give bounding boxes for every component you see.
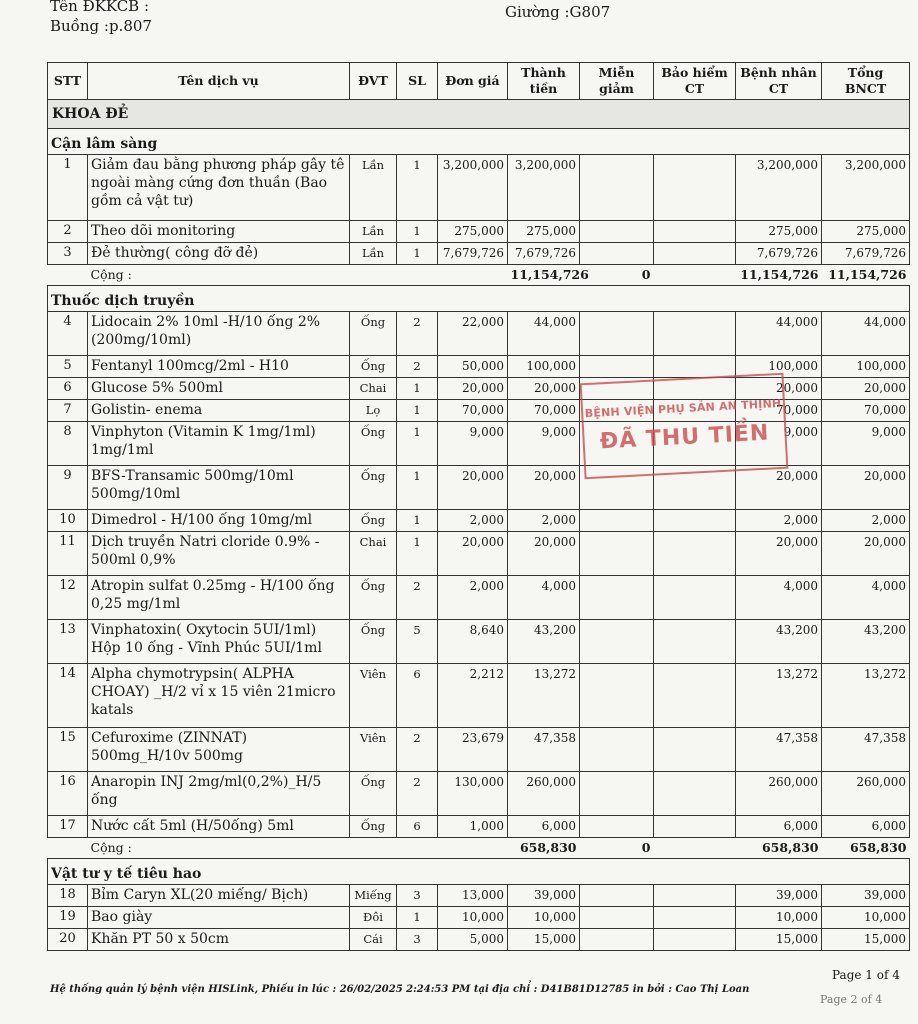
row-service-name: Cefuroxime (ZINNAT) 500mg_H/10v 500mg (88, 728, 350, 772)
row-service-name: Dịch truyền Natri cloride 0.9% - 500ml 0,9% (88, 532, 350, 576)
subtotal-discount: 0 (580, 265, 654, 286)
column-header: Bảo hiểm CT (654, 63, 736, 100)
row-insurance (654, 929, 736, 951)
row-discount (580, 664, 654, 728)
row-stt: 18 (48, 885, 88, 907)
row-stt: 19 (48, 907, 88, 929)
table-row (48, 885, 910, 907)
row-quantity: 1 (397, 466, 438, 510)
row-total: 3,200,000 (822, 155, 910, 221)
row-insurance (654, 907, 736, 929)
row-amount: 100,000 (508, 356, 580, 378)
row-stt: 11 (48, 532, 88, 576)
table-row (48, 221, 910, 243)
row-unit-price: 20,000 (438, 532, 508, 576)
row-unit-price: 22,000 (438, 312, 508, 356)
stamp-paid-text: ĐÃ THU TIỀN (599, 420, 770, 455)
group-row (48, 129, 910, 155)
row-unit-price: 2,212 (438, 664, 508, 728)
row-patient-amount: 3,200,000 (736, 155, 822, 221)
row-quantity: 1 (397, 221, 438, 243)
row-insurance (654, 532, 736, 576)
row-unit-price: 9,000 (438, 422, 508, 466)
row-patient-amount: 39,000 (736, 885, 822, 907)
row-unit-price: 10,000 (438, 907, 508, 929)
row-discount (580, 728, 654, 772)
bill-header (50, 0, 611, 36)
row-stt: 4 (48, 312, 88, 356)
row-insurance (654, 243, 736, 265)
table-row (48, 510, 910, 532)
row-unit-price: 7,679,726 (438, 243, 508, 265)
page-number: Page 1 of 4 (832, 968, 900, 982)
row-quantity: 2 (397, 772, 438, 816)
row-insurance (654, 885, 736, 907)
table-row (48, 816, 910, 838)
row-total: 44,000 (822, 312, 910, 356)
group-row (48, 286, 910, 312)
subtotal-insurance (654, 838, 736, 859)
row-amount: 6,000 (508, 816, 580, 838)
row-stt: 20 (48, 929, 88, 951)
row-patient-amount: 13,272 (736, 664, 822, 728)
row-service-name: Alpha chymotrypsin( ALPHA CHOAY) _H/2 vỉ x 15 viên 21micro katals (88, 664, 350, 728)
row-unit: Cái (350, 929, 397, 951)
row-amount: 39,000 (508, 885, 580, 907)
subtotal-row (48, 265, 910, 286)
subtotal-amount: 11,154,726 (508, 265, 580, 286)
row-quantity: 1 (397, 510, 438, 532)
row-stt: 14 (48, 664, 88, 728)
row-unit-price: 2,000 (438, 510, 508, 532)
row-service-name: Golistin- enema (88, 400, 350, 422)
row-patient-amount: 275,000 (736, 221, 822, 243)
row-unit-price: 20,000 (438, 378, 508, 400)
row-discount (580, 532, 654, 576)
row-stt: 10 (48, 510, 88, 532)
row-amount: 10,000 (508, 907, 580, 929)
row-stt: 3 (48, 243, 88, 265)
row-stt: 15 (48, 728, 88, 772)
column-header: Bệnh nhân CT (736, 63, 822, 100)
row-unit-price: 70,000 (438, 400, 508, 422)
department-row (48, 100, 910, 129)
subtotal-patient: 11,154,726 (736, 265, 822, 286)
row-amount: 7,679,726 (508, 243, 580, 265)
row-unit: Ống (350, 772, 397, 816)
row-amount: 13,272 (508, 664, 580, 728)
row-unit: Ống (350, 422, 397, 466)
row-service-name: Vinphatoxin( Oxytocin 5UI/1ml) Hộp 10 ống - Vĩnh Phúc 5UI/1ml (88, 620, 350, 664)
row-total: 10,000 (822, 907, 910, 929)
table-row (48, 907, 910, 929)
row-quantity: 1 (397, 532, 438, 576)
column-header: Thành tiền (508, 63, 580, 100)
row-service-name: Đẻ thường( công đỡ đẻ) (88, 243, 350, 265)
row-amount: 43,200 (508, 620, 580, 664)
subtotal-spacer (48, 838, 88, 859)
row-total: 70,000 (822, 400, 910, 422)
row-quantity: 2 (397, 728, 438, 772)
row-patient-amount: 4,000 (736, 576, 822, 620)
row-quantity: 6 (397, 816, 438, 838)
row-quantity: 5 (397, 620, 438, 664)
row-patient-amount: 43,200 (736, 620, 822, 664)
row-service-name: Atropin sulfat 0.25mg - H/100 ống 0,25 mg/1ml (88, 576, 350, 620)
row-amount: 70,000 (508, 400, 580, 422)
row-patient-amount: 20,000 (736, 378, 822, 400)
row-unit: Ống (350, 466, 397, 510)
column-header: SL (397, 63, 438, 100)
row-unit-price: 13,000 (438, 885, 508, 907)
row-amount: 20,000 (508, 378, 580, 400)
row-discount (580, 312, 654, 356)
row-insurance (654, 155, 736, 221)
row-unit: Ống (350, 576, 397, 620)
row-stt: 8 (48, 422, 88, 466)
row-stt: 12 (48, 576, 88, 620)
row-service-name: BFS-Transamic 500mg/10ml 500mg/10ml (88, 466, 350, 510)
row-unit-price: 3,200,000 (438, 155, 508, 221)
row-insurance (654, 312, 736, 356)
group-title: Vật tư y tế tiêu hao (48, 859, 910, 885)
row-insurance (654, 221, 736, 243)
column-header: Miễn giảm (580, 63, 654, 100)
row-unit: Ống (350, 312, 397, 356)
row-insurance (654, 356, 736, 378)
row-patient-amount: 2,000 (736, 510, 822, 532)
row-unit-price: 130,000 (438, 772, 508, 816)
row-discount (580, 620, 654, 664)
row-unit: Lần (350, 155, 397, 221)
row-amount: 275,000 (508, 221, 580, 243)
row-insurance (654, 816, 736, 838)
subtotal-insurance (654, 265, 736, 286)
row-discount (580, 907, 654, 929)
paid-stamp (580, 373, 789, 480)
row-unit-price: 1,000 (438, 816, 508, 838)
row-unit: Viên (350, 664, 397, 728)
row-unit-price: 5,000 (438, 929, 508, 951)
group-title: Thuốc dịch truyền (48, 286, 910, 312)
row-unit: Lọ (350, 400, 397, 422)
column-header: STT (48, 63, 88, 100)
department-name: KHOA ĐẺ (48, 100, 910, 129)
table-row (48, 243, 910, 265)
row-patient-amount: 20,000 (736, 466, 822, 510)
row-service-name: Khăn PT 50 x 50cm (88, 929, 350, 951)
table-row (48, 772, 910, 816)
subtotal-label: Cộng : (88, 838, 508, 859)
row-stt: 9 (48, 466, 88, 510)
row-unit: Viên (350, 728, 397, 772)
row-unit-price: 8,640 (438, 620, 508, 664)
row-discount (580, 816, 654, 838)
row-stt: 16 (48, 772, 88, 816)
row-amount: 3,200,000 (508, 155, 580, 221)
row-unit-price: 275,000 (438, 221, 508, 243)
row-unit: Đôi (350, 907, 397, 929)
row-insurance (654, 620, 736, 664)
row-total: 20,000 (822, 532, 910, 576)
row-service-name: Nước cất 5ml (H/50ống) 5ml (88, 816, 350, 838)
row-insurance (654, 576, 736, 620)
row-patient-amount: 47,358 (736, 728, 822, 772)
row-total: 2,000 (822, 510, 910, 532)
row-stt: 1 (48, 155, 88, 221)
row-patient-amount: 15,000 (736, 929, 822, 951)
subtotal-label: Cộng : (88, 265, 508, 286)
row-quantity: 1 (397, 155, 438, 221)
row-unit: Chai (350, 532, 397, 576)
row-quantity: 2 (397, 576, 438, 620)
table-row (48, 532, 910, 576)
row-unit: Lần (350, 243, 397, 265)
table-row (48, 664, 910, 728)
row-patient-amount: 10,000 (736, 907, 822, 929)
row-discount (580, 772, 654, 816)
row-total: 6,000 (822, 816, 910, 838)
row-patient-amount: 20,000 (736, 532, 822, 576)
row-service-name: Giảm đau bằng phương pháp gây tê ngoài màng cứng đơn thuần (Bao gồm cả vật tư) (88, 155, 350, 221)
row-service-name: Theo dõi monitoring (88, 221, 350, 243)
row-stt: 7 (48, 400, 88, 422)
row-amount: 20,000 (508, 466, 580, 510)
subtotal-total: 11,154,726 (822, 265, 910, 286)
row-insurance (654, 772, 736, 816)
row-quantity: 2 (397, 312, 438, 356)
row-amount: 2,000 (508, 510, 580, 532)
row-unit-price: 23,679 (438, 728, 508, 772)
row-unit: Ống (350, 816, 397, 838)
row-insurance (654, 728, 736, 772)
row-patient-amount: 7,679,726 (736, 243, 822, 265)
row-amount: 15,000 (508, 929, 580, 951)
subtotal-discount: 0 (580, 838, 654, 859)
row-discount (580, 576, 654, 620)
row-unit: Chai (350, 378, 397, 400)
row-discount (580, 221, 654, 243)
row-discount (580, 885, 654, 907)
row-stt: 2 (48, 221, 88, 243)
row-discount (580, 356, 654, 378)
row-service-name: Lidocain 2% 10ml -H/10 ống 2% (200mg/10ml) (88, 312, 350, 356)
row-total: 260,000 (822, 772, 910, 816)
row-total: 39,000 (822, 885, 910, 907)
row-service-name: Dimedrol - H/100 ống 10mg/ml (88, 510, 350, 532)
row-patient-amount: 260,000 (736, 772, 822, 816)
row-stt: 5 (48, 356, 88, 378)
subtotal-total: 658,830 (822, 838, 910, 859)
row-insurance (654, 664, 736, 728)
print-footer: Hệ thống quản lý bệnh viện HISLink, Phiếu in lúc : 26/02/2025 2:24:53 PM tại địa chỉ : D41B81D12785 in bởi : Cao Thị Loan (50, 984, 750, 995)
row-unit: Lần (350, 221, 397, 243)
row-patient-amount: 44,000 (736, 312, 822, 356)
subtotal-row (48, 838, 910, 859)
subtotal-amount: 658,830 (508, 838, 580, 859)
row-service-name: Glucose 5% 500ml (88, 378, 350, 400)
row-quantity: 2 (397, 356, 438, 378)
row-service-name: Bao giày (88, 907, 350, 929)
table-header-row (48, 63, 910, 100)
row-total: 47,358 (822, 728, 910, 772)
row-quantity: 1 (397, 243, 438, 265)
row-total: 15,000 (822, 929, 910, 951)
row-total: 43,200 (822, 620, 910, 664)
row-quantity: 3 (397, 929, 438, 951)
row-patient-amount: 9,000 (736, 422, 822, 466)
row-total: 275,000 (822, 221, 910, 243)
row-amount: 47,358 (508, 728, 580, 772)
row-discount (580, 155, 654, 221)
row-patient-amount: 6,000 (736, 816, 822, 838)
row-unit: Ống (350, 510, 397, 532)
row-total: 100,000 (822, 356, 910, 378)
column-header: Tổng BNCT (822, 63, 910, 100)
group-row (48, 859, 910, 885)
group-title: Cận lâm sàng (48, 129, 910, 155)
row-service-name: Fentanyl 100mcg/2ml - H10 (88, 356, 350, 378)
table-row (48, 620, 910, 664)
table-row (48, 466, 910, 510)
row-amount: 44,000 (508, 312, 580, 356)
table-row (48, 155, 910, 221)
table-row (48, 312, 910, 356)
row-unit-price: 50,000 (438, 356, 508, 378)
row-patient-amount: 100,000 (736, 356, 822, 378)
row-total: 20,000 (822, 466, 910, 510)
row-insurance (654, 510, 736, 532)
row-quantity: 3 (397, 885, 438, 907)
room-label: Buồng :p.807 (50, 17, 152, 35)
bill-table (47, 62, 910, 951)
row-total: 13,272 (822, 664, 910, 728)
subtotal-spacer (48, 265, 88, 286)
row-patient-amount: 70,000 (736, 400, 822, 422)
row-unit: Ống (350, 356, 397, 378)
row-quantity: 1 (397, 422, 438, 466)
bed-label: Giường :G807 (505, 3, 611, 21)
page-number-ghost: Page 2 of 4 (820, 993, 883, 1006)
row-unit-price: 20,000 (438, 466, 508, 510)
row-unit: Ống (350, 620, 397, 664)
row-discount (580, 929, 654, 951)
row-stt: 13 (48, 620, 88, 664)
row-amount: 260,000 (508, 772, 580, 816)
row-total: 20,000 (822, 378, 910, 400)
subtotal-patient: 658,830 (736, 838, 822, 859)
row-discount (580, 510, 654, 532)
row-quantity: 1 (397, 378, 438, 400)
row-stt: 17 (48, 816, 88, 838)
table-row (48, 728, 910, 772)
row-amount: 20,000 (508, 532, 580, 576)
row-total: 7,679,726 (822, 243, 910, 265)
row-total: 4,000 (822, 576, 910, 620)
column-header: ĐVT (350, 63, 397, 100)
row-discount (580, 243, 654, 265)
row-quantity: 1 (397, 400, 438, 422)
column-header: Tên dịch vụ (88, 63, 350, 100)
stamp-hospital-name: BỆNH VIỆN PHỤ SẢN AN THỊNH (584, 396, 782, 421)
row-quantity: 6 (397, 664, 438, 728)
row-stt: 6 (48, 378, 88, 400)
row-amount: 9,000 (508, 422, 580, 466)
table-row (48, 929, 910, 951)
row-quantity: 1 (397, 907, 438, 929)
row-total: 9,000 (822, 422, 910, 466)
row-unit: Miếng (350, 885, 397, 907)
dkkcb-label: Tên ĐKKCB : (50, 0, 150, 15)
row-service-name: Bỉm Caryn XL(20 miếng/ Bịch) (88, 885, 350, 907)
table-row (48, 576, 910, 620)
row-service-name: Vinphyton (Vitamin K 1mg/1ml) 1mg/1ml (88, 422, 350, 466)
row-amount: 4,000 (508, 576, 580, 620)
column-header: Đơn giá (438, 63, 508, 100)
row-unit-price: 2,000 (438, 576, 508, 620)
row-service-name: Anaropin INJ 2mg/ml(0,2%)_H/5 ống (88, 772, 350, 816)
